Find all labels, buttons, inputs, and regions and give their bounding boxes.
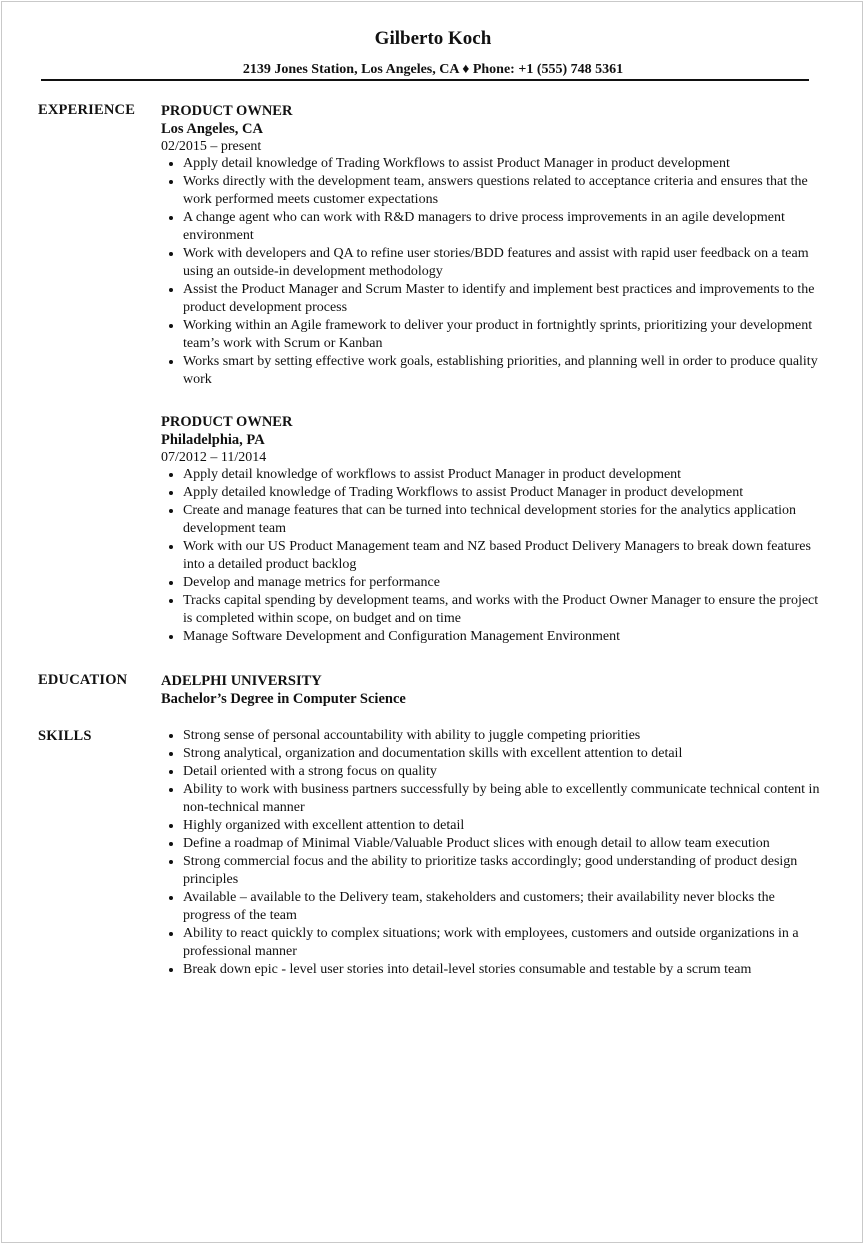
header-divider xyxy=(41,79,809,81)
contact-line: 2139 Jones Station, Los Angeles, CA ♦ Phone: +1 (555) 748 5361 xyxy=(242,62,624,77)
job-dates: 02/2015 – present xyxy=(161,139,262,154)
list-item: Work with developers and QA to refine user stories/BDD features and assist with rapid user feedback on a team using an outside-in development methodology xyxy=(183,245,821,281)
list-item: Manage Software Development and Configuration Management Environment xyxy=(183,628,821,646)
list-item: Strong commercial focus and the ability to prioritize tasks accordingly; good understanding of product design principles xyxy=(183,853,821,889)
list-item: A change agent who can work with R&D managers to drive process improvements in an agile development environment xyxy=(183,209,821,245)
list-item: Works directly with the development team, answers questions related to acceptance criteria and ensures that the work performed meets customer expectations xyxy=(183,173,821,209)
school-name: ADELPHI UNIVERSITY xyxy=(161,673,322,689)
list-item: Work with our US Product Management team and NZ based Product Delivery Managers to break down features into a detailed product backlog xyxy=(183,538,821,574)
job-title: PRODUCT OWNER xyxy=(161,414,293,430)
list-item: Define a roadmap of Minimal Viable/Valuable Product slices with enough detail to allow team execution xyxy=(183,835,821,853)
list-item: Works smart by setting effective work goals, establishing priorities, and planning well in order to produce quality work xyxy=(183,353,821,389)
candidate-name: Gilberto Koch xyxy=(374,28,492,49)
section-label-education: EDUCATION xyxy=(38,672,128,688)
experience-body xyxy=(161,102,821,664)
list-item: Strong analytical, organization and documentation skills with excellent attention to detail xyxy=(183,745,821,763)
job-dates: 07/2012 – 11/2014 xyxy=(161,450,267,465)
list-item: Strong sense of personal accountability with ability to juggle competing priorities xyxy=(183,727,821,745)
list-item: Apply detailed knowledge of Trading Workflows to assist Product Manager in product development xyxy=(183,484,821,502)
section-label-experience: EXPERIENCE xyxy=(38,102,136,118)
job-bullets xyxy=(161,155,821,389)
list-item: Develop and manage metrics for performance xyxy=(183,574,821,592)
list-item: Tracks capital spending by development teams, and works with the Product Owner Manager to ensure the project is completed within scope, on budget and on time xyxy=(183,592,821,628)
job-location: Philadelphia, PA xyxy=(161,432,265,448)
job-bullets xyxy=(161,466,821,646)
job-entry xyxy=(161,413,821,646)
list-item: Working within an Agile framework to deliver your product in fortnightly sprints, prioritizing your development team’s work with Scrum or Kanban xyxy=(183,317,821,353)
list-item: Available – available to the Delivery team, stakeholders and customers; their availability never blocks the progress of the team xyxy=(183,889,821,925)
skills-body xyxy=(161,727,821,979)
section-label-skills: SKILLS xyxy=(38,728,92,744)
list-item: Assist the Product Manager and Scrum Master to identify and implement best practices and improvements to the product development process xyxy=(183,281,821,317)
list-item: Highly organized with excellent attention to detail xyxy=(183,817,821,835)
job-entry xyxy=(161,102,821,389)
skills-list xyxy=(161,727,821,979)
list-item: Ability to react quickly to complex situations; work with employees, customers and outside organizations in a professional manner xyxy=(183,925,821,961)
list-item: Apply detail knowledge of Trading Workflows to assist Product Manager in product development xyxy=(183,155,821,173)
list-item: Break down epic - level user stories into detail-level stories consumable and testable by a scrum team xyxy=(183,961,821,979)
degree: Bachelor’s Degree in Computer Science xyxy=(161,691,406,707)
list-item: Create and manage features that can be turned into technical development stories for the analytics application development team xyxy=(183,502,821,538)
job-location: Los Angeles, CA xyxy=(161,121,263,137)
job-title: PRODUCT OWNER xyxy=(161,103,293,119)
list-item: Apply detail knowledge of workflows to assist Product Manager in product development xyxy=(183,466,821,484)
education-body xyxy=(161,672,821,708)
list-item: Ability to work with business partners successfully by being able to excellently communicate technical content in non-technical manner xyxy=(183,782,820,815)
list-item: Detail oriented with a strong focus on quality xyxy=(183,763,821,781)
